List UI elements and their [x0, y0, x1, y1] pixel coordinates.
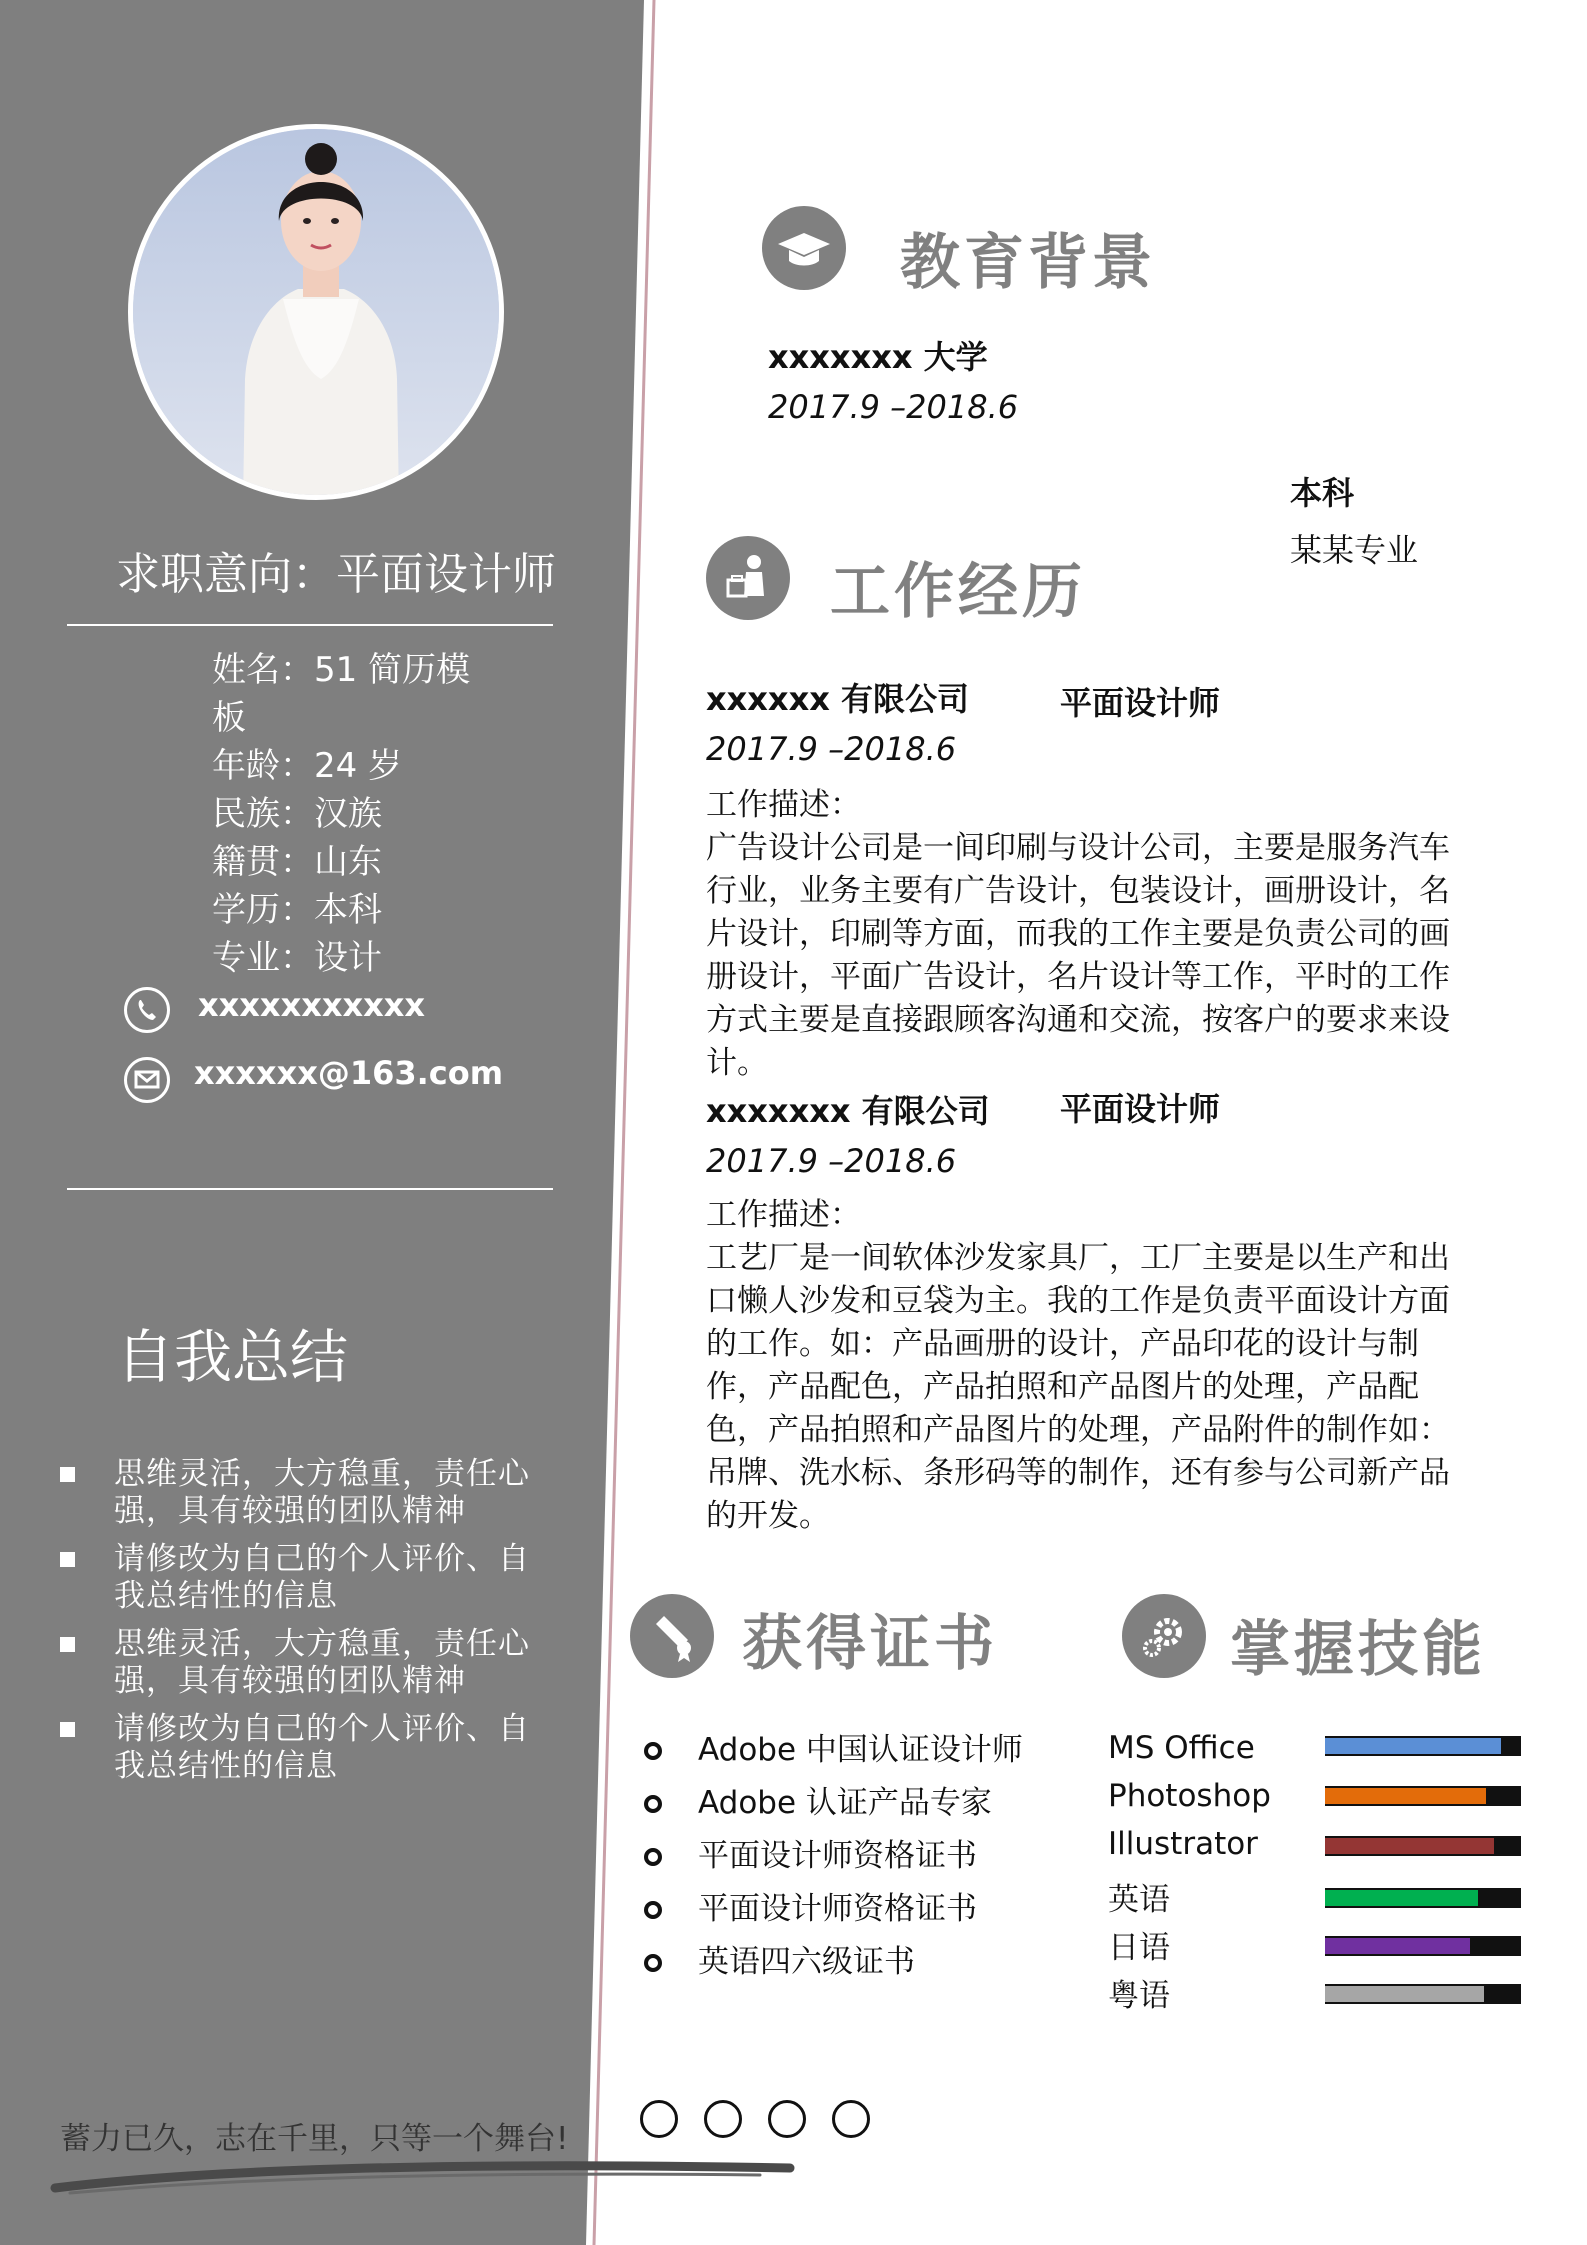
- job-2-desc-label: 工作描述：: [706, 1197, 861, 1233]
- certificate-item: Adobe 中国认证设计师: [640, 1730, 1023, 1783]
- info-name: 姓名：51 简历模板: [212, 650, 471, 738]
- motto: 蓄力已久，志在千里，只等一个舞台!: [60, 2121, 569, 2157]
- skill-name: MS Office: [1108, 1730, 1255, 1766]
- portrait-illustration: [133, 129, 504, 500]
- email-address: xxxxxx@163.com: [194, 1054, 504, 1092]
- skill-bar: [1325, 1984, 1521, 2004]
- skill-bar-fill: [1325, 1838, 1494, 1854]
- decorative-circles: [640, 2100, 870, 2138]
- summary-list: [56, 1456, 556, 1796]
- skill-name: Photoshop: [1108, 1778, 1271, 1814]
- contact-divider: [67, 1188, 553, 1190]
- phone-number: xxxxxxxxxxx: [198, 986, 426, 1024]
- skill-bar-fill: [1325, 1890, 1478, 1906]
- skill-name: 粤语: [1108, 1978, 1170, 2014]
- skill-bar: [1325, 1888, 1521, 1908]
- major: 某某专业: [1290, 531, 1419, 569]
- certificate-item: 英语四六级证书: [640, 1942, 1023, 1995]
- certificates-title: 获得证书: [742, 1609, 998, 1679]
- certificate-item: 平面设计师资格证书: [640, 1836, 1023, 1889]
- gear-icon: [1122, 1594, 1206, 1678]
- job-1-position: 平面设计师: [1060, 684, 1221, 722]
- skills-title: 掌握技能: [1230, 1615, 1486, 1685]
- skill-bar: [1325, 1836, 1521, 1856]
- skill-bar-fill: [1325, 1986, 1484, 2002]
- job-intent: 求职意向：平面设计师: [116, 549, 556, 600]
- skill-name: 日语: [1108, 1930, 1170, 1966]
- info-education: 学历：本科: [212, 890, 382, 930]
- info-age: 年龄：24 岁: [212, 746, 403, 786]
- job-2-description: 工艺厂是一间软体沙发家具厂，工厂主要是以生产和出口懒人沙发和豆袋为主。我的工作是负责平面设计方面的工作。如：产品画册的设计，产品印花的设计与制作，产品配色，产品拍照和产品图片的处理，产品配色，产品拍照和产品图片的处理，产品附件的制作如：吊牌、洗水标、条形码等的制作，还有参与公司新产品的开发。: [706, 1240, 1450, 1534]
- briefcase-person-icon: [706, 536, 790, 620]
- job-1-desc-label: 工作描述：: [706, 787, 861, 823]
- school-name: xxxxxxx 大学: [768, 338, 988, 376]
- job-1-description: 广告设计公司是一间印刷与设计公司，主要是服务汽车行业，业务主要有广告设计，包装设计，画册设计，名片设计，印刷等方面，而我的工作主要是负责公司的画册设计，平面广告设计，名片设计等工作，平时的工作方式主要是直接跟顾客沟通和交流，按客户的要求来设计。: [706, 830, 1450, 1081]
- phone-icon: [124, 987, 170, 1033]
- certificate-icon: [630, 1594, 714, 1678]
- job-2-period: 2017.9 –2018.6: [706, 1142, 957, 1180]
- summary-title: 自我总结: [116, 1323, 349, 1391]
- info-ethnicity: 民族：汉族: [212, 794, 382, 834]
- work-title: 工作经历: [830, 557, 1086, 627]
- circle-icon: [768, 2100, 806, 2138]
- job-2-position: 平面设计师: [1060, 1090, 1221, 1128]
- job-1-company: xxxxxx 有限公司: [706, 680, 969, 718]
- summary-item: 思维灵活，大方稳重，责任心强，具有较强的团队精神: [56, 1456, 556, 1530]
- mail-icon: [124, 1057, 170, 1103]
- circle-icon: [640, 2100, 678, 2138]
- certificate-item: 平面设计师资格证书: [640, 1889, 1023, 1942]
- education-title: 教育背景: [900, 228, 1156, 298]
- skill-name: Illustrator: [1108, 1826, 1258, 1862]
- skill-bar-fill: [1325, 1738, 1501, 1754]
- skill-bar-fill: [1325, 1938, 1470, 1954]
- info-major: 专业：设计: [212, 938, 382, 978]
- education-period: 2017.9 –2018.6: [768, 388, 1019, 426]
- summary-item: 请修改为自己的个人评价、自我总结性的信息: [56, 1541, 556, 1615]
- skill-bar-fill: [1325, 1788, 1486, 1804]
- circle-icon: [832, 2100, 870, 2138]
- skill-bar: [1325, 1936, 1521, 1956]
- skill-bar: [1325, 1736, 1521, 1756]
- certificates-list: [640, 1730, 1023, 1995]
- summary-item: 思维灵活，大方稳重，责任心强，具有较强的团队精神: [56, 1626, 556, 1700]
- degree: 本科: [1290, 474, 1355, 512]
- skill-bar: [1325, 1786, 1521, 1806]
- personal-info: [212, 646, 482, 982]
- job-2-company: xxxxxxx 有限公司: [706, 1092, 990, 1130]
- job-1-period: 2017.9 –2018.6: [706, 730, 957, 768]
- certificate-item: Adobe 认证产品专家: [640, 1783, 1023, 1836]
- profile-divider: [67, 624, 553, 626]
- summary-item: 请修改为自己的个人评价、自我总结性的信息: [56, 1711, 556, 1785]
- skill-name: 英语: [1108, 1882, 1170, 1918]
- circle-icon: [704, 2100, 742, 2138]
- graduation-cap-icon: [762, 206, 846, 290]
- info-hometown: 籍贯：山东: [212, 842, 382, 882]
- avatar: [128, 124, 504, 500]
